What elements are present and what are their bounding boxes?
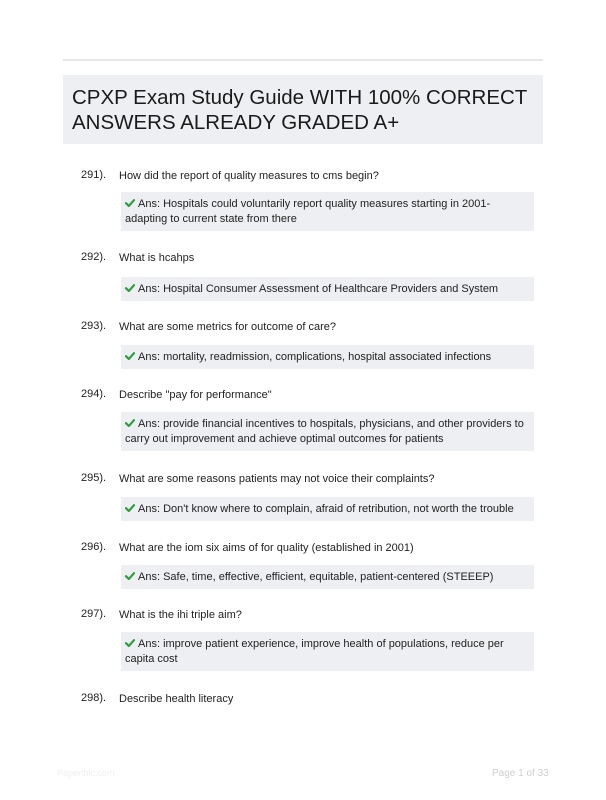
document-title: CPXP Exam Study Guide WITH 100% CORRECT ANSWERS ALREADY GRADED A+	[72, 86, 527, 134]
check-icon	[125, 638, 135, 648]
answer-text: Ans: provide financial incentives to hospitals, physicians, and other providers to carry out improvement and achieve optimal outcomes for patients	[125, 418, 524, 445]
question-number: 294).	[81, 388, 107, 400]
title-banner	[63, 75, 543, 144]
answer-text: Ans: mortality, readmission, complications, hospital associated infections	[138, 351, 492, 363]
answer-text: Ans: Don't know where to complain, afraid of retribution, not worth the trouble	[138, 503, 514, 515]
answer-box	[121, 345, 534, 369]
answer-box	[121, 277, 534, 301]
answer-box	[121, 497, 534, 521]
answer-box	[121, 192, 534, 231]
question-text: How did the report of quality measures to cms begin?	[119, 170, 379, 182]
answer-text: Ans: improve patient experience, improve health of populations, reduce per capita cost	[125, 638, 504, 665]
question-number: 298).	[81, 692, 107, 704]
top-divider	[63, 59, 543, 61]
question-number: 292).	[81, 251, 107, 263]
question-text: What are some metrics for outcome of care?	[119, 321, 337, 333]
answer-text: Ans: Hospital Consumer Assessment of Healthcare Providers and System	[138, 283, 499, 295]
question-text: What are the iom six aims of for quality (established in 2001)	[119, 542, 414, 554]
question-text: What is the ihi triple aim?	[119, 609, 242, 621]
question-number: 291).	[81, 169, 107, 181]
check-icon	[125, 283, 135, 293]
question-number: 293).	[81, 320, 107, 332]
check-icon	[125, 198, 135, 208]
answer-text: Ans: Hospitals could voluntarily report quality measures starting in 2001- adapting to current state from there	[125, 198, 491, 225]
page-indicator: Page 1 of 33	[492, 768, 549, 779]
question-text: What is hcahps	[119, 252, 195, 264]
question-text: What are some reasons patients may not voice their complaints?	[119, 473, 435, 485]
check-icon	[125, 418, 135, 428]
answer-box	[121, 412, 534, 451]
answer-text: Ans: Safe, time, effective, efficient, equitable, patient-centered (STEEEP)	[138, 571, 494, 583]
question-number: 297).	[81, 608, 107, 620]
footer-watermark: Paperthlc.com	[57, 768, 115, 778]
check-icon	[125, 503, 135, 513]
answer-box	[121, 565, 534, 589]
check-icon	[125, 351, 135, 361]
question-number: 296).	[81, 541, 107, 553]
check-icon	[125, 571, 135, 581]
question-text: Describe health literacy	[119, 693, 234, 705]
question-text: Describe "pay for performance"	[119, 389, 272, 401]
question-number: 295).	[81, 472, 107, 484]
answer-box	[121, 632, 534, 671]
